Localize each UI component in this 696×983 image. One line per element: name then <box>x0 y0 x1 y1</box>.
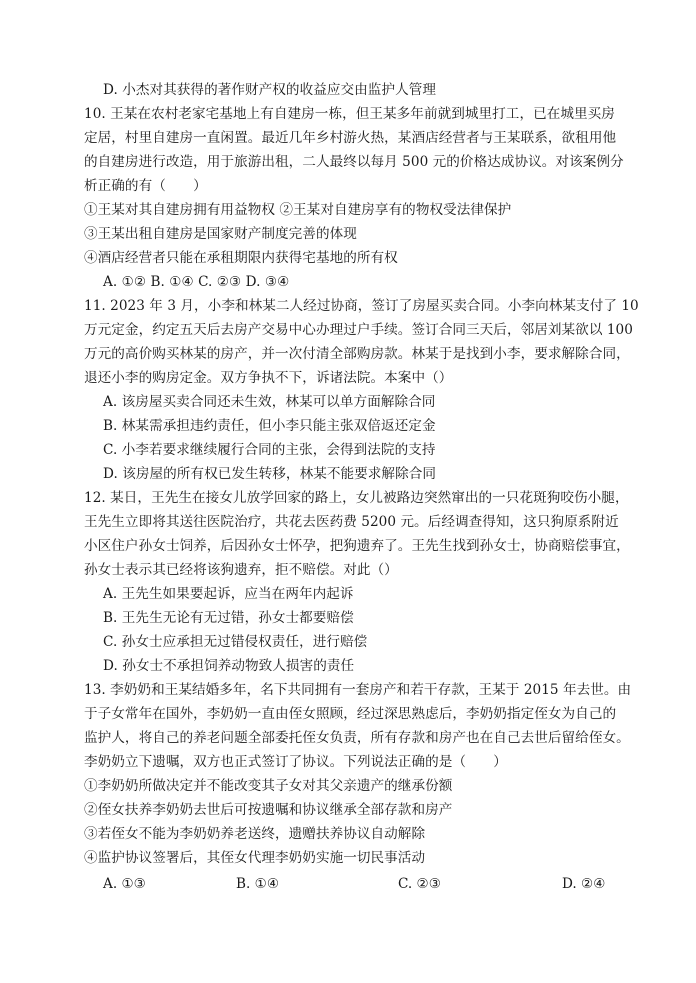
q13-statement-4: ④监护协议签署后，其侄女代理李奶奶实施一切民事活动 <box>84 850 426 866</box>
q10-stem-line-3: 的自建房进行改造，用于旅游出租，二人最终以每月 500 元的价格达成协议。对该案例分 <box>84 154 624 170</box>
q13-statement-2: ②侄女扶养李奶奶去世后可按遗嘱和协议继承全部存款和房产 <box>84 802 453 818</box>
q12-option-c: C. 孙女士应承担无过错侵权责任，进行赔偿 <box>103 634 368 650</box>
q9-option-d: D. 小杰对其获得的著作财产权的收益应交由监护人管理 <box>103 82 437 98</box>
q12-option-a: A. 王先生如果要起诉，应当在两年内起诉 <box>103 586 354 602</box>
q10-stem-line-1: 10. 王某在农村老家宅基地上有自建房一栋，但王某多年前就到城里打工，已在城里买房 <box>84 106 615 122</box>
q12-stem-line-1: 12. 某日，王先生在接女儿放学回家的路上，女儿被路边突然窜出的一只花斑狗咬伤小腿， <box>84 490 629 506</box>
q13-option-d: D. ②④ <box>562 876 606 892</box>
q10-statement-4: ④酒店经营者只能在承租期限内获得宅基地的所有权 <box>84 250 398 266</box>
q11-option-a: A. 该房屋买卖合同还未生效，林某可以单方面解除合同 <box>103 394 436 410</box>
q12-option-d: D. 孙女士不承担饲养动物致人损害的责任 <box>103 658 355 674</box>
q13-statement-3: ③若侄女不能为李奶奶养老送终，遗赠扶养协议自动解除 <box>84 826 426 842</box>
q10-answer-options: A. ①② B. ①④ C. ②③ D. ③④ <box>103 274 290 290</box>
q10-stem-line-2: 定居，村里自建房一直闲置。最近几年乡村游火热，某酒店经营者与王某联系，欲租用他 <box>84 130 617 146</box>
q12-stem-line-4: 孙女士表示其已经将该狗遗弃，拒不赔偿。对此（） <box>84 562 398 578</box>
q11-option-d: D. 该房屋的所有权已发生转移，林某不能要求解除合同 <box>103 466 437 482</box>
q10-statement-3: ③王某出租自建房是国家财产制度完善的体现 <box>84 226 357 242</box>
q11-stem-line-4: 退还小李的购房定金。双方争执不下，诉诸法院。本案中（） <box>84 370 453 386</box>
q13-stem-line-1: 13. 李奶奶和王某结婚多年，名下共同拥有一套房产和若干存款，王某于 2015 年去世。由 <box>84 682 632 698</box>
q13-option-c: C. ②③ <box>398 876 441 892</box>
q11-stem-line-2: 万元定金，约定五天后去房产交易中心办理过户手续。签订合同三天后，邻居刘某欲以 100 <box>84 322 633 338</box>
q13-answer-options <box>103 872 623 896</box>
q10-statement-1-2: ①王某对其自建房拥有用益物权 ②王某对自建房享有的物权受法律保护 <box>84 202 512 218</box>
q12-stem-line-3: 小区住户孙女士饲养，后因孙女士怀孕，把狗遗弃了。王先生找到孙女士，协商赔偿事宜， <box>84 538 630 554</box>
q13-stem-line-2: 于子女常年在国外，李奶奶一直由侄女照顾，经过深思熟虑后，李奶奶指定侄女为自己的 <box>84 706 617 722</box>
q13-stem-line-3: 监护人，将自己的养老问题全部委托侄女负责，所有存款和房产也在自己去世后留给侄女。 <box>84 730 630 746</box>
q13-option-b: B. ①④ <box>236 876 280 892</box>
q13-statement-1: ①李奶奶所做决定并不能改变其子女对其父亲遗产的继承份额 <box>84 778 453 794</box>
q12-option-b: B. 王先生无论有无过错，孙女士都要赔偿 <box>103 610 354 626</box>
q11-stem-line-1: 11. 2023 年 3 月，小李和林某二人经过协商，签订了房屋买卖合同。小李向林某支付了 10 <box>84 298 639 314</box>
q11-option-b: B. 林某需承担违约责任，但小李只能主张双倍返还定金 <box>103 418 436 434</box>
q11-option-c: C. 小李若要求继续履行合同的主张，会得到法院的支持 <box>103 442 436 458</box>
q11-stem-line-3: 万元的高价购买林某的房产，并一次付清全部购房款。林某于是找到小李，要求解除合同， <box>84 346 630 362</box>
q12-stem-line-2: 王先生立即将其送往医院治疗，共花去医药费 5200 元。后经调查得知，这只狗原系附近 <box>84 514 619 530</box>
q13-option-a: A. ①③ <box>103 876 146 892</box>
q13-stem-line-4: 李奶奶立下遗嘱，双方也正式签订了协议。下列说法正确的是（ ） <box>84 754 507 770</box>
q10-stem-line-4: 析正确的有（ ） <box>84 178 207 194</box>
